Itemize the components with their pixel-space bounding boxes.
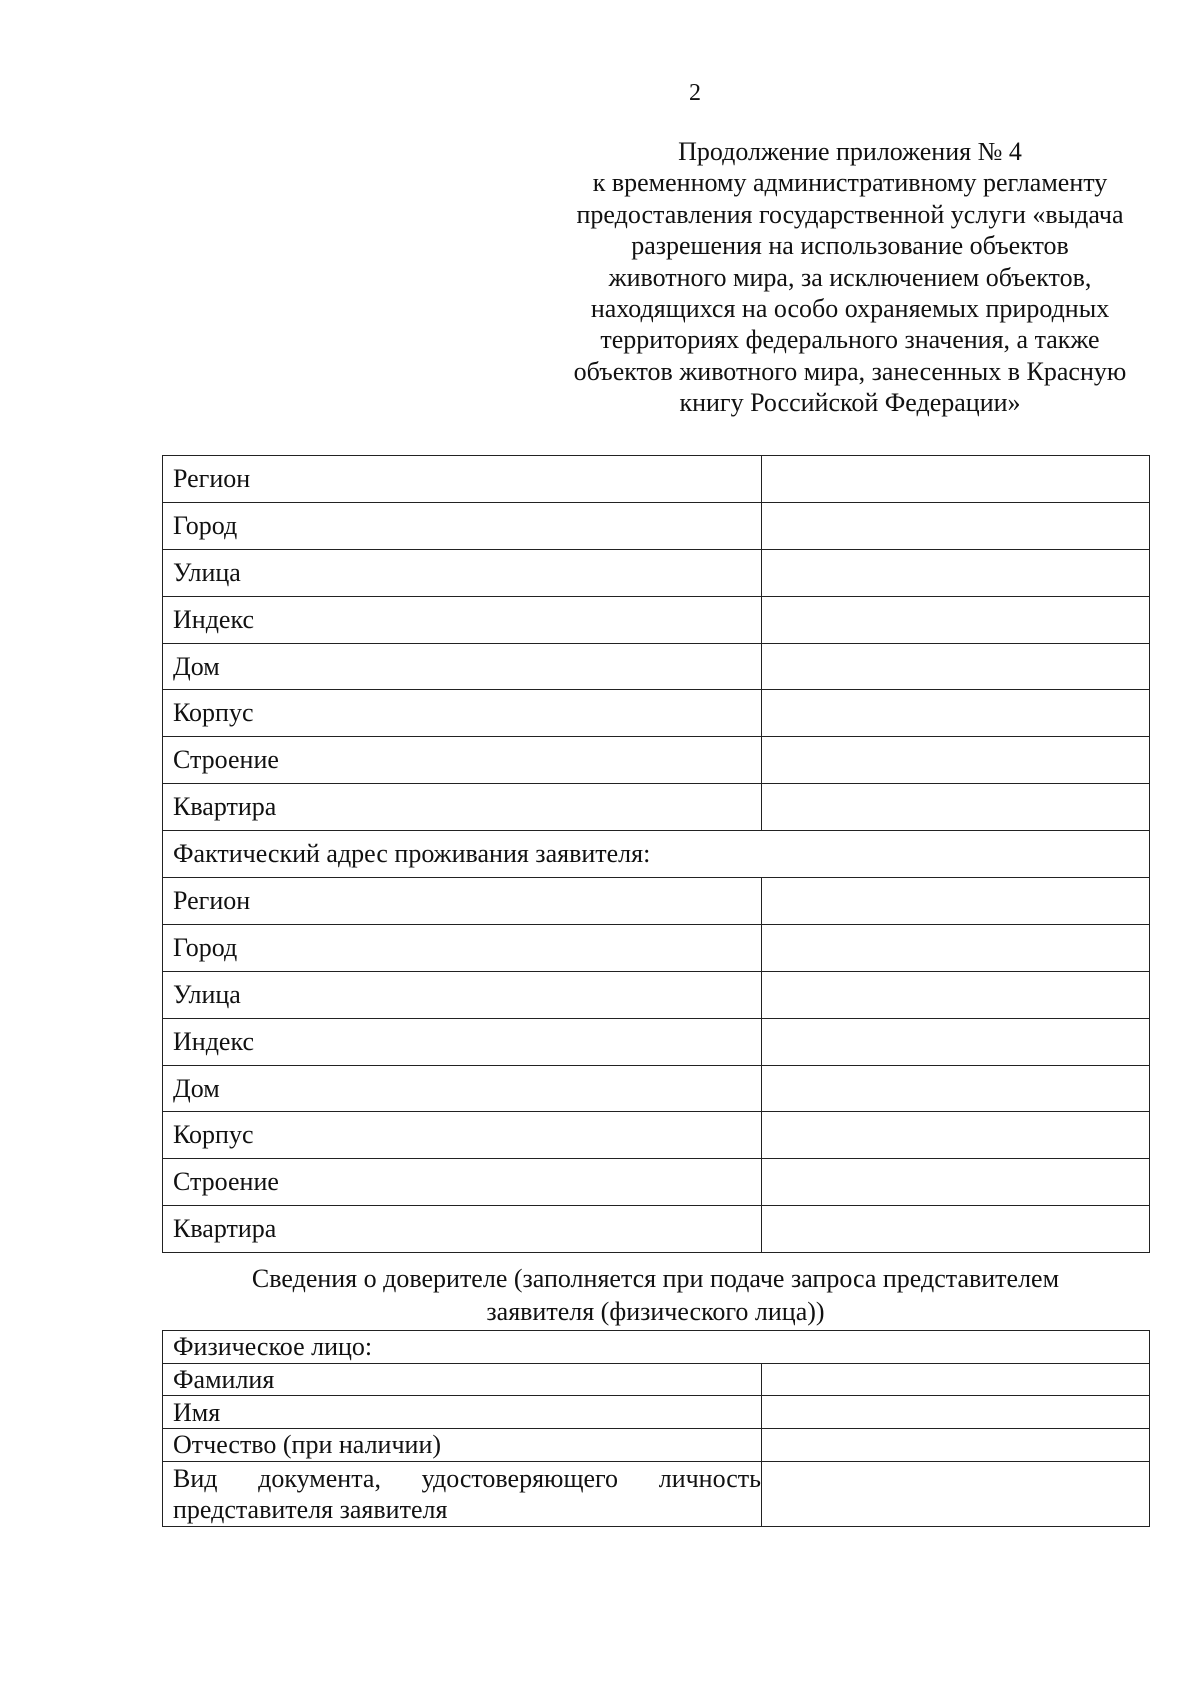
row-label: Город (163, 924, 762, 971)
value-cell-identity-document[interactable] (762, 1461, 1150, 1526)
value-cell-actual-structure[interactable] (762, 1159, 1150, 1206)
header-line: животного мира, за исключением объектов, (608, 262, 1092, 292)
row-label: Дом (163, 1065, 762, 1112)
table-row (163, 456, 1150, 503)
table-row (163, 596, 1150, 643)
row-label: Регион (163, 878, 762, 925)
table-row (163, 1065, 1150, 1112)
table-row (163, 549, 1150, 596)
table-row (163, 643, 1150, 690)
row-label: Имя (163, 1396, 762, 1429)
table-row (163, 502, 1150, 549)
header-line: к временному административному регламенту (592, 168, 1108, 198)
table-row (163, 784, 1150, 831)
table-row (163, 1396, 1150, 1429)
table-row (163, 1206, 1150, 1253)
table-row (163, 924, 1150, 971)
value-cell-patronymic[interactable] (762, 1429, 1150, 1462)
principal-table (162, 1330, 1150, 1527)
value-cell-apartment[interactable] (762, 784, 1150, 831)
table-row (163, 1112, 1150, 1159)
row-label: Строение (163, 737, 762, 784)
row-label: Улица (163, 549, 762, 596)
address-table (162, 455, 1150, 1253)
value-cell-actual-building[interactable] (762, 1112, 1150, 1159)
actual-address-heading: Фактический адрес проживания заявителя: (163, 831, 1150, 878)
row-label: Индекс (163, 596, 762, 643)
table-row (163, 690, 1150, 737)
header-line: предоставления государственной услуги «выдача (576, 199, 1124, 229)
value-cell-actual-region[interactable] (762, 878, 1150, 925)
row-label: Улица (163, 971, 762, 1018)
row-label: Дом (163, 643, 762, 690)
header-line: Продолжение приложения № 4 (678, 137, 1022, 166)
value-cell-actual-street[interactable] (762, 971, 1150, 1018)
header-line: территориях федерального значения, а также (600, 325, 1100, 355)
row-label: Вид документа, удостоверяющего личность представителя заявителя (163, 1461, 762, 1526)
caption-line: заявителя (физического лица)) (486, 1297, 825, 1326)
header-line: объектов животного мира, занесенных в Красную (573, 356, 1127, 386)
row-label: Фамилия (163, 1363, 762, 1396)
table-row (163, 971, 1150, 1018)
section-heading-row (163, 1331, 1150, 1364)
value-cell-city[interactable] (762, 502, 1150, 549)
row-label: Отчество (при наличии) (163, 1429, 762, 1462)
table-row (163, 1159, 1150, 1206)
section-heading-row (163, 831, 1150, 878)
table-row (163, 1363, 1150, 1396)
principal-section-caption (162, 1262, 1149, 1328)
row-label: Регион (163, 456, 762, 503)
table-row (163, 737, 1150, 784)
value-cell-region[interactable] (762, 456, 1150, 503)
row-label: Индекс (163, 1018, 762, 1065)
value-cell-actual-house[interactable] (762, 1065, 1150, 1112)
value-cell-actual-apartment[interactable] (762, 1206, 1150, 1253)
table-row (163, 1429, 1150, 1462)
page-number: 2 (689, 80, 701, 106)
row-label: Строение (163, 1159, 762, 1206)
value-cell-building[interactable] (762, 690, 1150, 737)
table-row (163, 1461, 1150, 1526)
value-cell-structure[interactable] (762, 737, 1150, 784)
header-line: книгу Российской Федерации» (679, 388, 1021, 418)
value-cell-house[interactable] (762, 643, 1150, 690)
header-line: разрешения на использование объектов (631, 231, 1069, 261)
row-label: Город (163, 502, 762, 549)
value-cell-street[interactable] (762, 549, 1150, 596)
value-cell-first-name[interactable] (762, 1396, 1150, 1429)
header-line: находящихся на особо охраняемых природных (590, 294, 1110, 324)
row-label: Квартира (163, 1206, 762, 1253)
row-label: Квартира (163, 784, 762, 831)
row-label: Корпус (163, 690, 762, 737)
row-label: Корпус (163, 1112, 762, 1159)
value-cell-actual-city[interactable] (762, 924, 1150, 971)
individual-heading: Физическое лицо: (163, 1331, 1150, 1364)
value-cell-surname[interactable] (762, 1363, 1150, 1396)
appendix-header (540, 136, 1160, 419)
value-cell-actual-postcode[interactable] (762, 1018, 1150, 1065)
table-row (163, 1018, 1150, 1065)
caption-line: Сведения о доверителе (заполняется при подаче запроса представителем (251, 1264, 1060, 1293)
value-cell-postcode[interactable] (762, 596, 1150, 643)
table-row (163, 878, 1150, 925)
